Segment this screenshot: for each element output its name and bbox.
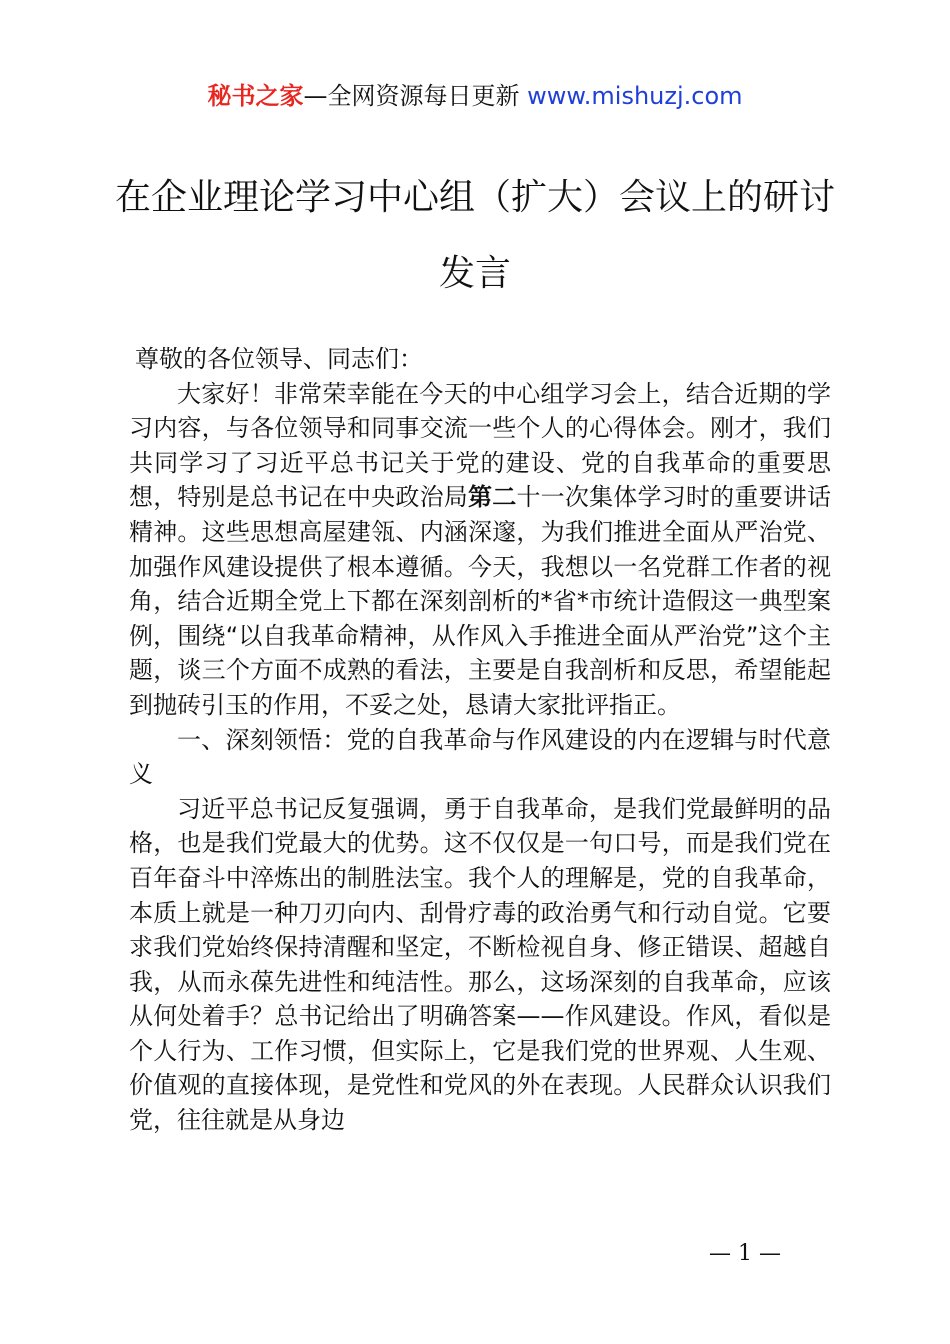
page-number: — 1 — [709, 1241, 781, 1266]
site-tagline: —全网资源每日更新 [303, 82, 528, 110]
paragraph-intro-bold-text: 第二 [468, 483, 517, 512]
section-heading-1: 一、深刻领悟：党的自我革命与作风建设的内在逻辑与时代意义 [129, 725, 831, 789]
paragraph-intro-text-2: 十一次集体学习时的重要讲话精神。这些思想高屋建瓴、内涵深邃，为我们推进全面从严治党、加强作风建设提供了根本遵循。今天，我想以一名党群工作者的视角，结合近期全党上下都在深刻剖析的*省*市统计造假这一典型案例，围绕“以自我革命精神，从作风入手推进全面从严治党”这个主题，谈三个方面不成熟的看法，主要是自我剖析和反思，希望能起到抛砖引玉的作用，不妥之处，恳请大家批评指正。 [129, 483, 832, 719]
paragraph-intro [129, 377, 831, 723]
site-header [0, 80, 950, 112]
paragraph-section-1: 习近平总书记反复强调，勇于自我革命，是我们党最鲜明的品格，也是我们党最大的优势。这不仅仅是一句口号，而是我们党在百年奋斗中淬炼出的制胜法宝。我个人的理解是，党的自我革命，本质上就是一种刀刃向内、刮骨疗毒的政治勇气和行动自觉。它要求我们党始终保持清醒和坚定，不断检视自身、修正错误、超越自我，从而永葆先进性和纯洁性。那么，这场深刻的自我革命，应该从何处着手？总书记给出了明确答案——作风建设。作风，看似是个人行为、工作习惯，但实际上，它是我们党的世界观、人生观、价值观的直接体现，是党性和党风的外在表现。人民群众认识我们党，往往就是从身边 [129, 794, 831, 1135]
paragraph-intro-text-1: 大家好！非常荣幸能在今天的中心组学习会上，结合近期的学习内容，与各位领导和同事交流一些个人的心得体会。刚才，我们共同学习了习近平总书记关于党的建设、党的自我革命的重要思想，特别是总书记在中央政治局 [129, 379, 831, 512]
site-url-link[interactable]: www.mishuzj.com [527, 82, 743, 110]
document-title: 在企业理论学习中心组（扩大）会议上的研讨发言 [114, 177, 835, 294]
site-brand: 秘书之家 [207, 82, 304, 110]
salutation: 尊敬的各位领导、同志们： [135, 345, 423, 373]
document-body [129, 342, 831, 1138]
